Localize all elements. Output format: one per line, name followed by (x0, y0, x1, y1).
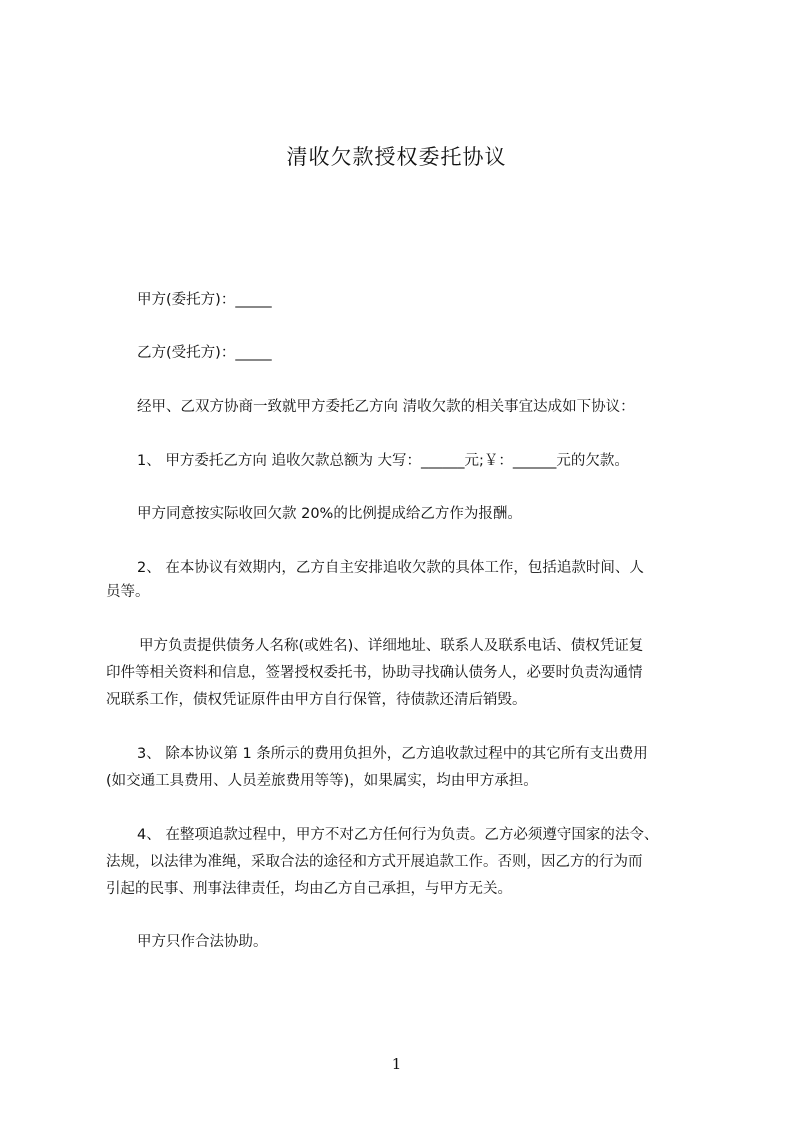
clause-1-line-1: 1、 甲方委托乙方向 追收欠款总额为 大写：______元;￥：______元的欠款。 (137, 453, 629, 469)
clause-2-line-2: 员等。 (106, 584, 150, 600)
clause-1-line-2: 甲方同意按实际收回欠款 20%的比例提成给乙方作为报酬。 (137, 506, 522, 522)
clause-4-line-3: 引起的民事、刑事法律责任，均由乙方自己承担，与甲方无关。 (106, 881, 512, 897)
clause-2b-line-1: 甲方负责提供债务人名称(或姓名)、详细地址、联系人及联系电话、债权凭证复 (139, 638, 644, 654)
clause-4b-line-1: 甲方只作合法协助。 (137, 934, 268, 950)
clause-2b-line-2: 印件等相关资料和信息，签署授权委托书，协助寻找确认债务人，必要时负责沟通情 (106, 665, 643, 681)
party-b-line: 乙方(受托方)：_____ (137, 345, 272, 361)
document-title: 清收欠款授权委托协议 (286, 145, 507, 169)
clause-4-line-2: 法规，以法律为准绳，采取合法的途径和方式开展追款工作。否则，因乙方的行为而 (106, 854, 643, 870)
clause-3-line-1: 3、 除本协议第 1 条所示的费用负担外，乙方追收款过程中的其它所有支出费用 (137, 746, 648, 762)
clause-2b-line-3: 况联系工作，债权凭证原件由甲方自行保管，待债款还清后销毁。 (106, 692, 527, 708)
page-number: 1 (391, 1055, 402, 1073)
clause-4-line-1: 4、 在整项追款过程中，甲方不对乙方任何行为负责。乙方必须遵守国家的法令、 (137, 827, 659, 843)
intro-paragraph: 经甲、乙双方协商一致就甲方委托乙方向 清收欠款的相关事宜达成如下协议： (137, 399, 635, 415)
party-a-line: 甲方(委托方)：_____ (137, 292, 272, 308)
clause-3-line-2: (如交通工具费用、人员差旅费用等等)，如果属实，均由甲方承担。 (106, 773, 538, 789)
clause-2-line-1: 2、 在本协议有效期内，乙方自主安排追收欠款的具体工作，包括追款时间、人 (137, 560, 644, 576)
